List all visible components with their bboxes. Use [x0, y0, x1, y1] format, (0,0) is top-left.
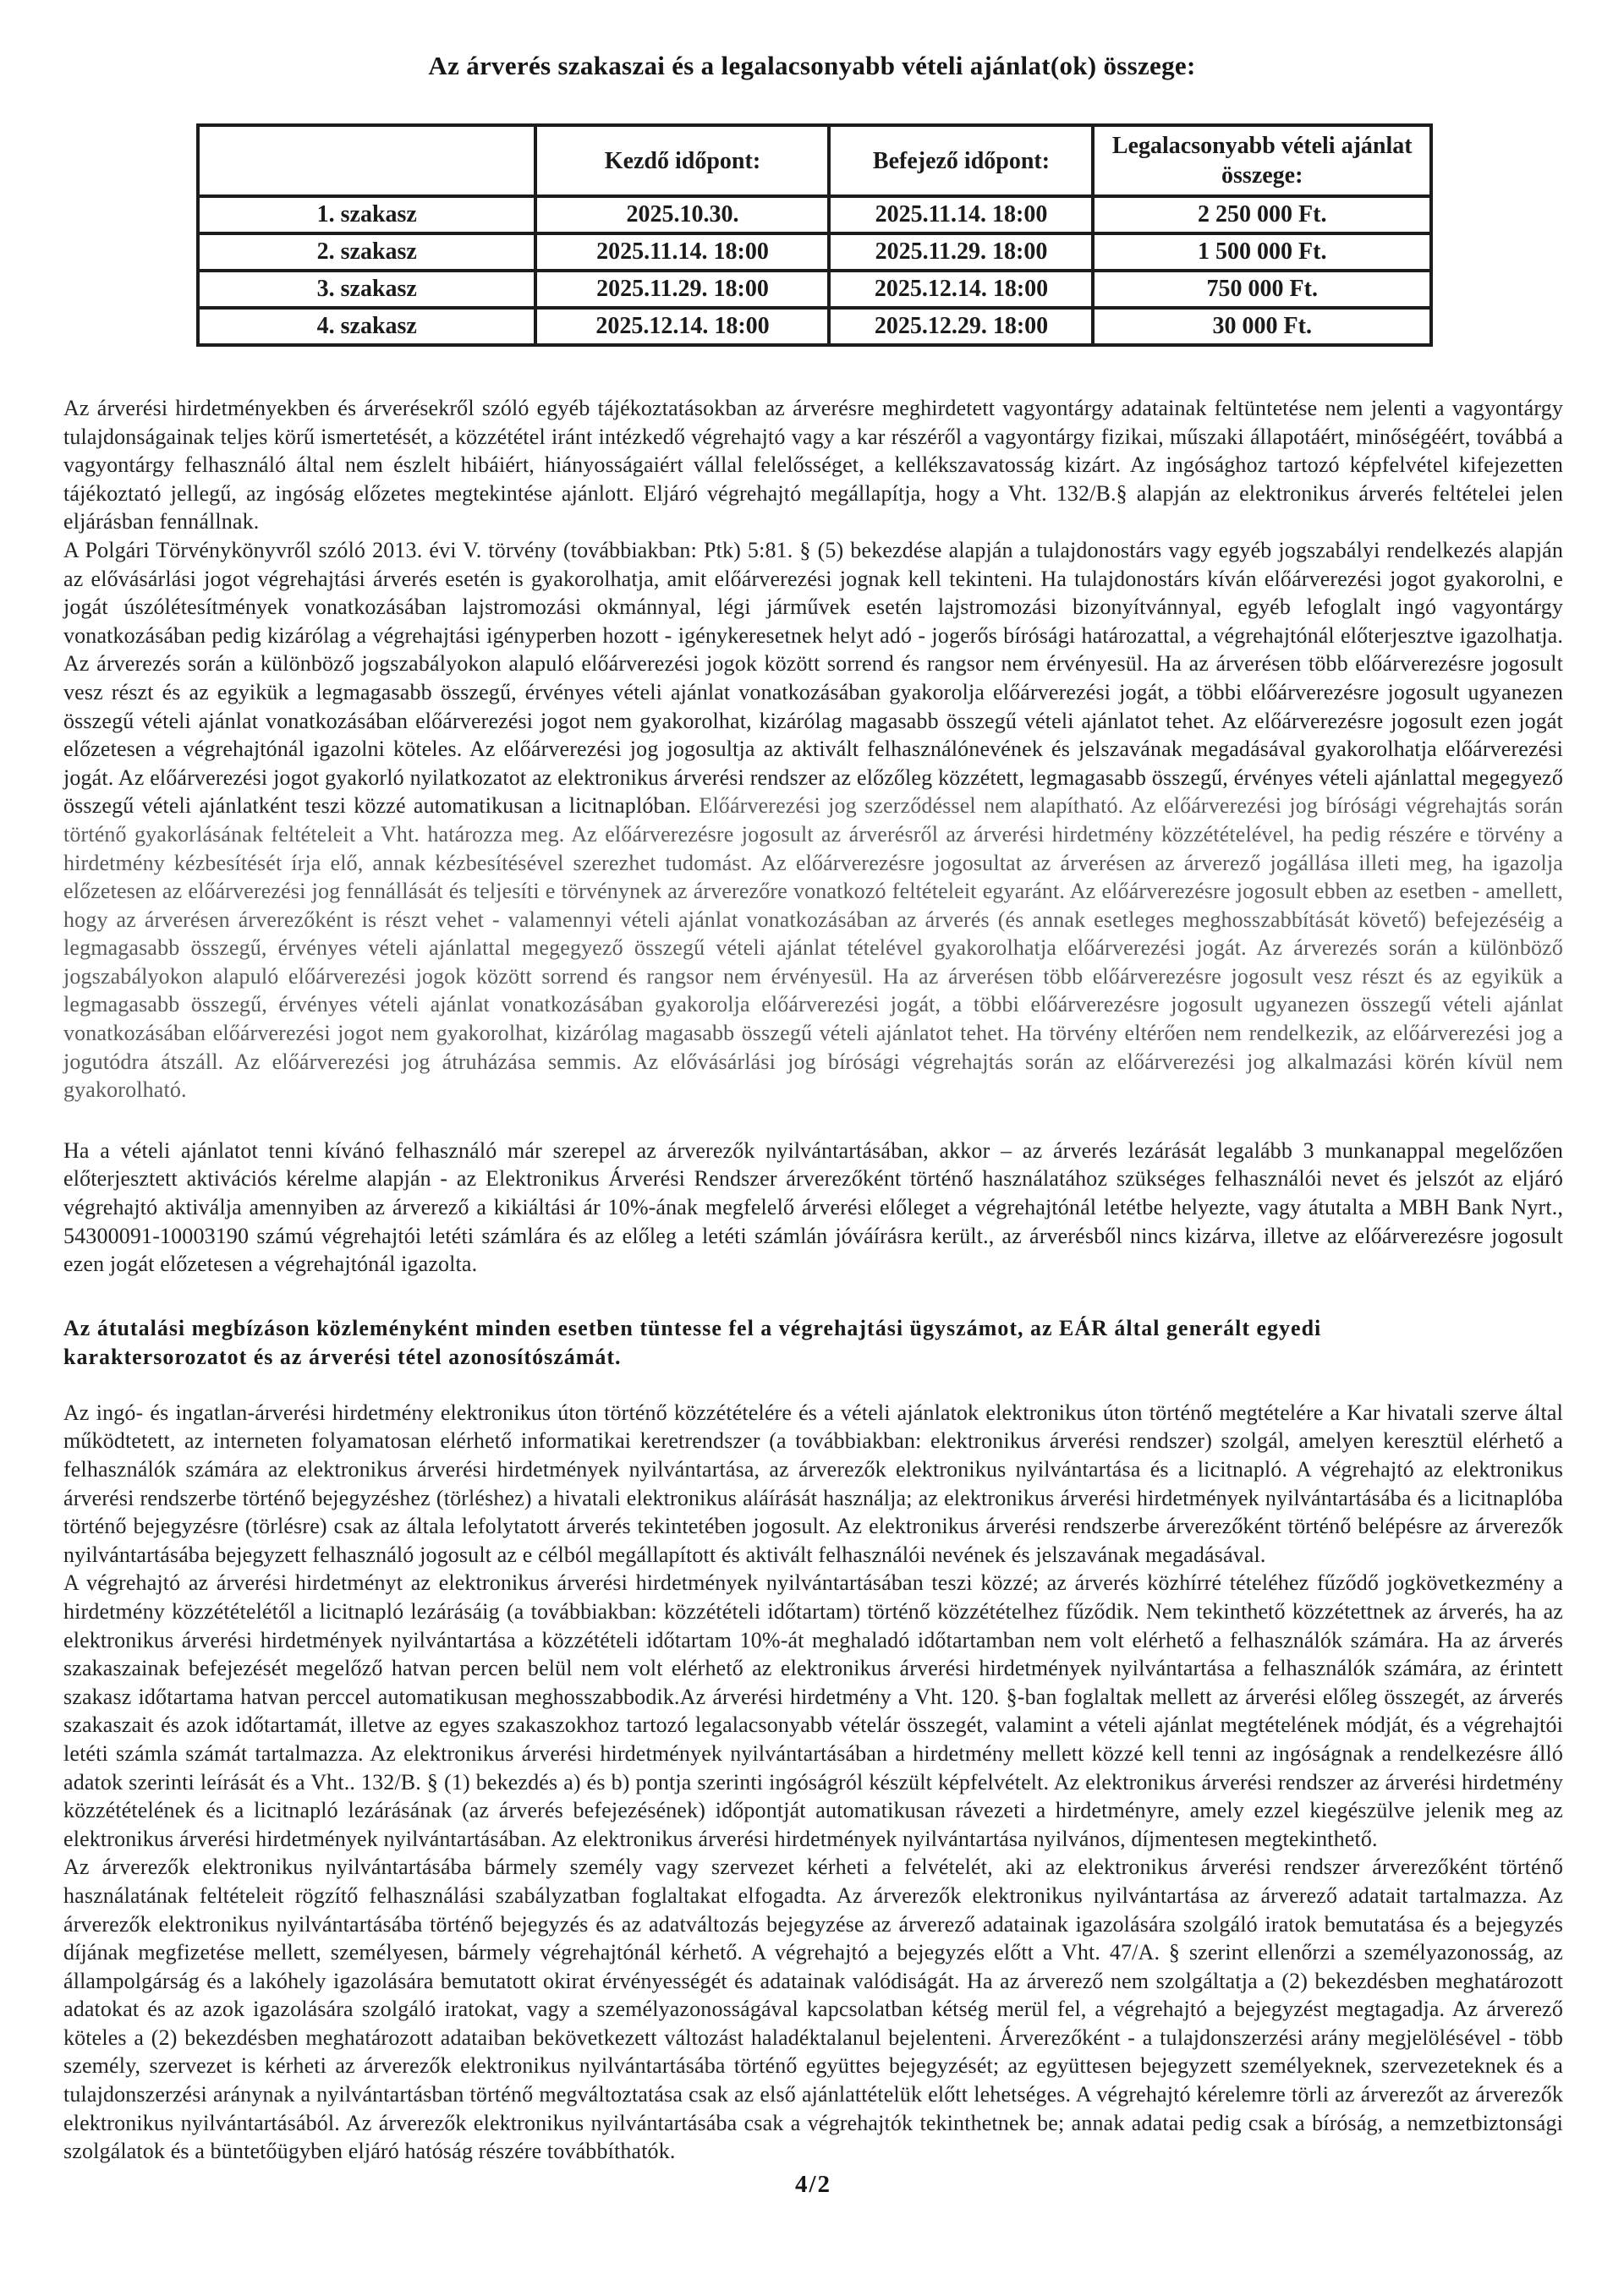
end-cell: 2025.12.14. 18:00 — [829, 271, 1093, 308]
transfer-notice-line-2: karaktersorozatot és az árverési tétel azonosítószámát. — [63, 1344, 622, 1369]
document-body — [63, 394, 1563, 2199]
page-number: 4/2 — [794, 2170, 832, 2198]
paragraph-activation: Ha a vételi ajánlatot tenni kívánó felhasználó már szerepel az árverezők nyilvántartásában, akkor – az árverés lezárását legalább 3 munkanappal megelőzően előterjesztett aktivációs kérelme alapján - az Elektronikus Árverési Rendszer árverezőként történő használatához szükséges felhasználói nevet és jelszót az eljáró végrehajtó aktiválja amennyiben az árverező a kikiáltási ár 10%-ának megfelelő árverési előleget a végrehajtónál letétbe helyezte, vagy átutalta a MBH Bank Nyrt., 54300091-10003190 számú végrehajtói letéti számlára és az előleg a letéti számlán jóváírásra került., az árverésből nincs kizárva, illetve az előárverezésre jogosult ezen jogát előzetesen a végrehajtónál igazolta. — [63, 1137, 1563, 1277]
amount-cell: 2 250 000 Ft. — [1093, 196, 1431, 233]
amount-cell: 30 000 Ft. — [1093, 308, 1431, 345]
table-header-start-time: Kezdő időpont: — [535, 125, 829, 196]
amount-cell: 750 000 Ft. — [1093, 271, 1431, 308]
stage-cell: 4. szakasz — [198, 308, 535, 345]
document-title: Az árverés szakaszai és a legalacsonyabb vételi ajánlat(ok) összege: — [428, 51, 1196, 80]
end-cell: 2025.11.29. 18:00 — [829, 233, 1093, 271]
start-cell: 2025.10.30. — [535, 196, 829, 233]
auction-stages-table — [196, 123, 1433, 347]
start-cell: 2025.11.14. 18:00 — [535, 233, 829, 271]
table-header-empty — [198, 125, 535, 196]
table-header-row — [198, 125, 1431, 196]
table-header-min-offer: Legalacsonyabb vételi ajánlat összege: — [1093, 125, 1431, 196]
end-cell: 2025.11.14. 18:00 — [829, 196, 1093, 233]
stage-cell: 3. szakasz — [198, 271, 535, 308]
amount-cell: 1 500 000 Ft. — [1093, 233, 1431, 271]
paragraph-ptk-preemption — [63, 536, 1563, 1104]
stage-cell: 1. szakasz — [198, 196, 535, 233]
table-row — [198, 271, 1431, 308]
paragraph-ptk-normal-part: A Polgári Törvénykönyvről szóló 2013. évi V. törvény (továbbiakban: Ptk) 5:81. § (5) bekezdése alapján a tulajdonostárs vagy egyéb jogszabályi rendelkezés alapján az elővásárlási jogot végrehajtási árverés esetén is gyakorolhatja, amit előárverezési jognak kell tekinteni. Ha tulajdonostárs kíván előárverezési jogot gyakorolni, e jogát úszólétesítmények vonatkozásában lajstromozási okmánnyal, légi járművek esetén lajstromozási bizonyítvánnyal, egyéb lefoglalt ingó vagyontárgy vonatkozásában pedig kizárólag a végrehajtási igényperben hozott - igénykeresetnek helyt adó - jogerős bírósági határozattal, a végrehajtónál előterjesztve igazolhatja. Az árverezés során a különböző jogszabályokon alapuló előárverezési jogok között sorrend és rangsor nem érvényesül. Ha az árverésen több előárverezésre jogosult vesz részt és az egyikük a legmagasabb összegű, érvényes vételi ajánlat vonatkozásában gyakorolja előárverezési jogát, a többi előárverezésre jogosult ugyanezen összegű vételi ajánlat vonatkozásában előárverezési jogot nem gyakorolhat, kizárólag magasabb összegű vételi ajánlatot tehet. Az előárverezésre jogosult ezen jogát előzetesen a végrehajtónál igazolni köteles. Az előárverezési jog jogosultja az aktivált felhasználónevének és jelszavának megadásával gyakorolhatja előárverezési jogát. Az előárverezési jogot gyakorló nyilatkozatot az elektronikus árverési rendszer az előzőleg közzétett, legmagasabb összegű, érvényes vételi ajánlattal megegyező összegű vételi ajánlatként teszi közzé automatikusan a licitnaplóban. — [63, 537, 1563, 819]
table-row — [198, 308, 1431, 345]
table-header-end-time: Befejező időpont: — [829, 125, 1093, 196]
start-cell: 2025.12.14. 18:00 — [535, 308, 829, 345]
paragraph-ptk-faint-part: Előárverezési jog szerződéssel nem alapítható. Az előárverezési jog bírósági végrehajtás során történő gyakorlásának feltételeit a Vht. határozza meg. Az előárverezésre jogosult az árverésről az árverési hirdetmény közzétételével, ha pedig részére e törvény a hirdetmény kézbesítését írja elő, annak kézbesítésével szerezhet tudomást. Az előárverezésre jogosultat az árverésen az árverező jogállása illeti meg, ha igazolja előzetesen az előárverezési jog fennállását és teljesíti e törvénynek az árverezőre vonatkozó feltételeit egyaránt. Az előárverezésre jogosult ebben az esetben - amellett, hogy az árverésen árverezőként is részt vehet - valamennyi vételi ajánlat vonatkozásában az árverés (és annak esetleges meghosszabbítását követő) befejezéséig a legmagasabb összegű, érvényes vételi ajánlattal megegyező összegű vételi ajánlat tételével gyakorolhatja előárverezési jogát. Az árverezés során a különböző jogszabályokon alapuló előárverezési jogok között sorrend és rangsor nem érvényesül. Ha az árverésen több előárverezésre jogosult vesz részt és az egyikük a legmagasabb összegű, érvényes vételi ajánlat vonatkozásában gyakorolja előárverezési jogát, a többi előárverezésre jogosult ugyanezen összegű vételi ajánlat vonatkozásában előárverezési jogot nem gyakorolhat, kizárólag magasabb összegű vételi ajánlatot tehet. Ha törvény eltérően nem rendelkezik, az előárverezési jog a jogutódra átszáll. Az előárverezési jog átruházása semmis. Az elővásárlási jog bírósági végrehajtás során az előárverezési jog alkalmazási körén kívül nem gyakorolható. — [63, 793, 1563, 1103]
start-cell: 2025.11.29. 18:00 — [535, 271, 829, 308]
paragraph-bidder-registry: Az árverezők elektronikus nyilvántartásába bármely személy vagy szervezet kérheti a felvételét, aki az elektronikus árverési rendszer árverezőként történő használatának feltételeit rögzítő felhasználási szabályzatban foglaltakat elfogadta. Az árverezők elektronikus nyilvántartása az árverező adatait tartalmazza. Az árverezők elektronikus nyilvántartásába történő bejegyzés és az adatváltozás bejegyzése az árverező adatainak igazolására szolgáló iratok bemutatása és a bejegyzés díjának megfizetése mellett, személyesen, bármely végrehajtónál kérhető. A végrehajtó a bejegyzés előtt a Vht. 47/A. § szerint ellenőrzi a személyazonosság, az állampolgárság és a lakóhely igazolására bemutatott okirat érvényességét és adatainak valódiságát. Ha az árverező nem szolgáltatja a (2) bekezdésben meghatározott adatokat és az azok igazolására szolgáló iratokat, vagy a személyazonosságával kapcsolatban kétség merül fel, a végrehajtó a bejegyzést megtagadja. Az árverező köteles a (2) bekezdésben meghatározott adataiban bekövetkezett változást haladéktalanul bejelenteni. Árverezőként - a tulajdonszerzési arány megjelölésével - több személy, szervezet is kérheti az árverezők elektronikus nyilvántartásába történő együttes bejegyzését; az együttesen bejegyzett személyeknek, szervezeteknek és a tulajdonszerzési aránynak a nyilvántartásban történő megváltoztatása csak az első ajánlattételük előtt lehetséges. A végrehajtó kérelemre törli az árverezőt az árverezők elektronikus nyilvántartásából. Az árverezők elektronikus nyilvántartásába csak a végrehajtók tekinthetnek be; annak adatai pedig csak a bíróság, a nemzetbiztonsági szolgálatok és a büntetőügyben eljáró hatóság részére továbbíthatók. — [63, 1855, 1563, 2164]
paragraph-ear-system: Az ingó- és ingatlan-árverési hirdetmény elektronikus úton történő közzétételére és a vételi ajánlatok elektronikus úton történő megtételére a Kar hivatali szerve által működtetett, az interneten folyamatosan elérhető informatikai keretrendszer (a továbbiakban: elektronikus árverési rendszer) szolgál, amelyen keresztül elérhető a felhasználók számára az elektronikus árverési hirdetmények nyilvántartása, az árverezők elektronikus nyilvántartása és a licitnapló. A végrehajtó az elektronikus árverési rendszerbe történő bejegyzéshez (törléshez) a hivatali elektronikus aláírását használja; az elektronikus árverési hirdetmények nyilvántartásába és a licitnaplóba történő bejegyzésre (törlésre) csak az általa lefolytatott árverés tekintetében jogosult. Az elektronikus árverési rendszerbe árverezőként történő belépésre az árverezők nyilvántartásába bejegyzett felhasználó jogosult az e célból megállapított és aktivált felhasználói nevének és jelszavának megadásával. — [63, 1400, 1563, 1567]
transfer-notice-line-1: Az átutalási megbízáson közleményként minden esetben tüntesse fel a végrehajtási ügyszámot, az EÁR által generált egyedi — [63, 1315, 1322, 1340]
table-row — [198, 196, 1431, 233]
stage-cell: 2. szakasz — [198, 233, 535, 271]
paragraph-publication: A végrehajtó az árverési hirdetményt az elektronikus árverési hirdetmények nyilvántartásában teszi közzé; az árverés közhírré tételéhez fűződő jogkövetkezmény a hirdetmény közzétételétől a licitnapló lezárásáig (a továbbiakban: közzétételi időtartam) történő közzétételhez fűződik. Nem tekinthető közzétettnek az árverés, ha az elektronikus árverési hirdetmények nyilvántartása a közzétételi időtartam 10%-át meghaladó időtartamban nem volt elérhető a felhasználók számára. Ha az árverés szakaszainak befejezését megelőző hatvan percen belül nem volt elérhető az elektronikus árverési hirdetmények nyilvántartása a felhasználók számára, az érintett szakasz időtartama hatvan perccel automatikusan meghosszabbodik.Az árverési hirdetmény a Vht. 120. §-ban foglaltak mellett az árverési előleg összegét, az árverés szakaszait és azok időtartamát, illetve az egyes szakaszokhoz tartozó legalacsonyabb vételár összegét, valamint a vételi ajánlat megtételének módját, és a végrehajtói letéti számla számát tartalmazza. Az elektronikus árverési hirdetmények nyilvántartásában a hirdetmény mellett közzé kell tenni az ingóságnak a rendelkezésre álló adatok szerinti leírását és a Vht.. 132/B. § (1) bekezdés a) és b) pontja szerinti ingóságról készült képfelvételt. Az elektronikus árverési rendszer az árverési hirdetmény közzétételének és a licitnapló lezárásának (az árverés befejezésének) időpontját automatikusan rávezeti a hirdetményre, amely ezzel kiegészülve jelenik meg az elektronikus árverési hirdetmények nyilvántartásában. Az elektronikus árverési hirdetmények nyilvántartása nyilvános, díjmentesen megtekinthető. — [63, 1570, 1563, 1851]
paragraph-disclaimer: Az árverési hirdetményekben és árverésekről szóló egyéb tájékoztatásokban az árverésre meghirdetett vagyontárgy adatainak feltüntetése nem jelenti a vagyontárgy tulajdonságainak teljes körű ismertetését, a közzététel iránt intézkedő végrehajtó vagy a kar részéről a vagyontárgy fizikai, műszaki állapotáért, minőségéért, továbbá a vagyontárgy felhasználó által nem észlelt hibáiért, hiányosságaiért vállal felelősséget, a kellékszavatosság kizárt. Az ingósághoz tartozó képfelvétel kifejezetten tájékoztató jellegű, az ingóság előzetes megtekintése ajánlott. Eljáró végrehajtó megállapítja, hogy a Vht. 132/B.§ alapján az elektronikus árverés feltételei jelen eljárásban fennállnak. — [63, 396, 1563, 534]
end-cell: 2025.12.29. 18:00 — [829, 308, 1093, 345]
transfer-notice — [63, 1314, 1563, 1372]
table-row — [198, 233, 1431, 271]
ear-system-block — [63, 1399, 1563, 2166]
